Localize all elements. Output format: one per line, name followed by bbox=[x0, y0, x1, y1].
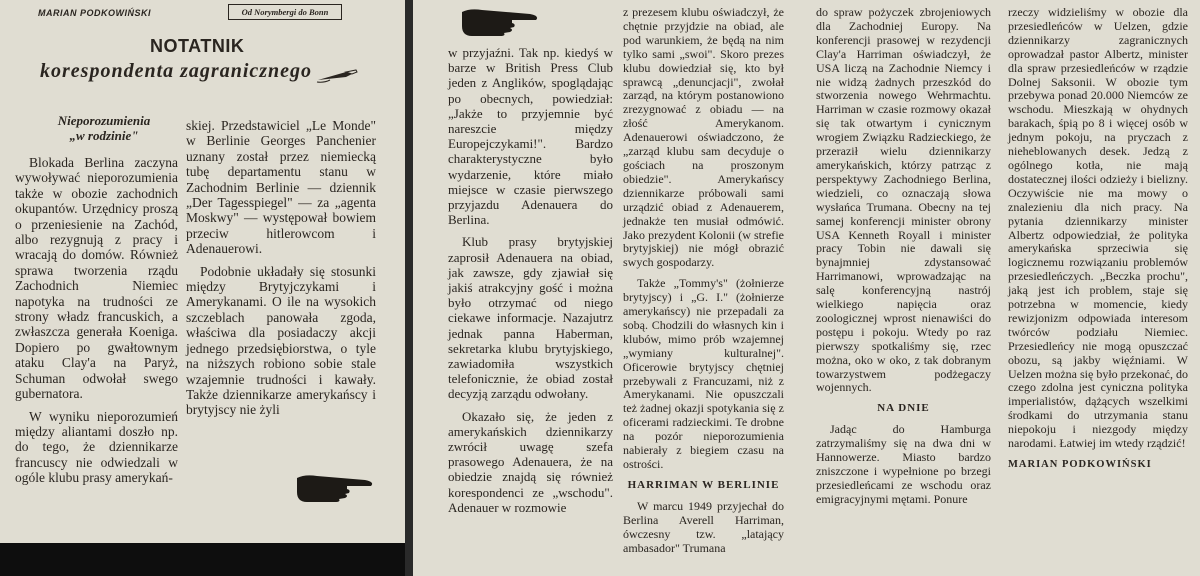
article-column-1 bbox=[15, 155, 178, 486]
paragraph: w przyjaźni. Tak np. kiedyś w barze w British Press Club jeden z Anglików, spoglądając po obecnych, powiedział: „Jakże to przyjemnie być nareszcie między Europejczykami!". Bardzo charakterystyczne było wydarzenie, które miało miejsce w czasie pierwszego przyjazdu Adenauera do Berlina. bbox=[448, 45, 613, 228]
paragraph: z prezesem klubu oświadczył, że chętnie przyjdzie na obiad, ale pod warunkiem, że będą na nim tylko sami „swoi". Skoro prezes klubu dowiedział się, kto był sprawcą „denuncjacji", zwołał zarząd, na którym postanowiono zrezygnować z obiadu — na złość Amerykanom. Adenauerowi oświadczono, że „zarząd klubu sam decyduje o gościach na proszonym obiedzie". Amerykańscy dziennikarze próbowali sami urządzić obiad z Adenauerem, jednakże ten musiał odmówić. Jako prezydent Kolonii (w strefie brytyjskiej) nie mógł obrazić swych gospodarzy. bbox=[623, 5, 784, 270]
paragraph: Okazało się, że jeden z amerykańskich dziennikarzy zwrócił uwagę szefa prasowego Adenauera, że na obiedzie znajdą się również korespondenci ze „wschodu". Adenauer w rozmowie bbox=[448, 408, 613, 515]
article-column-6 bbox=[1008, 6, 1188, 472]
pointing-hand-icon bbox=[295, 470, 377, 504]
author-signature: MARIAN PODKOWIŃSKI bbox=[1008, 459, 1152, 470]
paragraph: Klub prasy brytyjskiej zaprosił Adenauera na obiad, jak zawsze, gdy zjawiał się jakiś atrakcyjny gość i można było otrzymać od niego ciekawe informacje. Nazajutrz jednak panna Haberman, sekretarka klubu brytyjskiego, zawiadomiła wszystkich telefonicznie, że obiad został decyzją zarządu odwołany. bbox=[448, 234, 613, 402]
article-column-2 bbox=[186, 118, 376, 418]
paragraph: skiej. Przedstawiciel „Le Monde" w Berlinie Georges Panchenier uznany został przez niemiecką tubę departamentu stanu w Zachodnim Berlinie — dziennik „Der Tagesspiegel" — za „agenta Moskwy" — występował bowiem przeciw hitlerowcom i Adenauerowi. bbox=[186, 118, 376, 257]
paragraph: Podobnie układały się stosunki między Brytyjczykami i Amerykanami. O ile na wysokich szczeblach panowała zgoda, właściwa dla posiadaczy akcji jednego przedsiębiorstwa, o tyle na niższych robiono sobie stale wzajemnie trudności i kawały. Także dziennikarze amerykańscy i brytyjscy nie żyli bbox=[186, 263, 376, 418]
section-heading-line2: „w rodzinie" bbox=[69, 128, 139, 143]
page-gutter bbox=[405, 0, 413, 576]
fountain-pen-icon bbox=[316, 68, 358, 84]
scan-edge bbox=[0, 543, 405, 576]
author-byline: MARIAN PODKOWIŃSKI bbox=[38, 8, 151, 18]
column-title: NOTATNIK bbox=[150, 36, 245, 56]
section-heading-line1: Nieporozumienia bbox=[57, 113, 151, 128]
article-column-3 bbox=[448, 45, 613, 515]
paragraph: do spraw pożyczek zbrojeniowych dla Zachodniej Europy. Na konferencji prasowej w rezydencji Clay'a Harriman oświadczył, że USA liczą na Zachodnie Niemcy i nie widzą żadnych przeszkód do stworzenia nowego Wehrmachtu. Harriman w czasie rozmowy okazał się tak otwartym i cynicznym wrogiem Związku Radzieckiego, że przeraził wielu dziennikarzy amerykańskich, którzy patrząc z perspektywy Zachodniego Berlina, wiedzieli, co oznaczają słowa wysłańca Trumana. Obecny na tej samej konferencji minister obrony USA Kenneth Royall i minister pracy Tobin nie dawali się bynajmniej zdystansować Harrimanowi, wprowadzając na salę konferencyjną nastrój wielkiego napięcia oraz zoologicznej wprost nienawiści do postępu i pokoju. Wtedy po raz pierwszy spotkaliśmy się, rzec można, oko w oko, z tak dobranym towarzystwem podżegaczy wojennych. bbox=[816, 5, 991, 395]
section-heading-harriman: HARRIMAN W BERLINIE bbox=[627, 478, 780, 491]
paragraph: Jadąc do Hamburga zatrzymaliśmy się na dwa dni w Hannowerze. Miasto bardzo zniszczone i wypełnione po brzegi przesiedleńcami ze wschodu oraz emigracyjnymi mętami. Ponure bbox=[816, 422, 991, 506]
paragraph: Blokada Berlina zaczyna wywoływać nieporozumienia także w obozie zachodnich okupantów. Urzędnicy proszą o przeniesienie na Zachód, albo rezygnują z pracy i wracają do domów. Również sprawa tworzenia rządu Zachodnich Niemiec napotyka na trudności ze strony władz francuskich, a zwłaszcza generała Koeniga. Dopiero po gwałtownym ataku Clay'a na Paryż, Schuman odwołał swego gubernatora. bbox=[15, 155, 178, 402]
column-subtitle: korespondenta zagranicznego bbox=[40, 60, 313, 82]
article-column-4 bbox=[623, 6, 784, 555]
paragraph: W wyniku nieporozumień między aliantami doszło np. do tego, że dziennikarze francuscy nie odwiedzali w ogóle klubu prasy amerykań- bbox=[15, 408, 178, 486]
article-column-5 bbox=[816, 6, 991, 507]
section-heading-na-dnie: NA DNIE bbox=[877, 402, 930, 415]
pointing-hand-icon bbox=[460, 4, 542, 38]
paragraph: rzeczy widzieliśmy w obozie dla przesiedleńców w Uelzen, gdzie dziennikarzy zagranicznych oprowadzał pastor Albertz, minister dla spraw przesiedleńców w rządzie Dolnej Saksonii. W obozie tym przebywa ponad 20.000 Niemców ze wschodu. Mieszkają w ohydnych barakach, śpią po 8 i więcej osób w jednym pokoju, na pryczach z nieheblowanych desek. Jedzą z ogólnego kotła, nie mają dostatecznej ilości odzieży i bielizny. Oczywiście nie ma mowy o znalezieniu dla nich pracy. Na pytania dziennikarzy minister Albertz odpowiedział, że polityka amerykańska sprzeciwia się logicznemu rozwiązaniu problemów przesiedleńczych. „Beczka prochu", jaką jest ich problem, staje się potrzebna w momencie, kiedy rewizjonizm odpowiada interesom twórców podziału Niemiec. Przesiedleńcy nie mogą opuszczać obozu, są jakby więźniami. W Uelzen można się było przekonać, do czego zdolna jest cyniczna polityka imperialistów, dążących wszelkimi środkami do utrzymania stanu niepokoju i niezgody między narodami. Łatwiej im wtedy rządzić! bbox=[1008, 5, 1188, 451]
series-label-box: Od Norymbergi do Bonn bbox=[228, 4, 342, 20]
left-newspaper-page bbox=[0, 0, 405, 543]
paragraph: Także „Tommy's" (żołnierze brytyjscy) i „G. I." (żołnierze amerykańscy) nie przepadali za sobą. Chodzili do własnych kin i klubów, mimo prób wzajemnej „wymiany kulturalnej". Oficerowie brytyjscy chętniej przebywali z Francuzami, niż z Amerykanami. Nie opuszczali też żadnej okazji spotykania się z oficerami radzieckimi. Te drobne na pozór nieporozumienia nabierały z biegiem czasu na ostrości. bbox=[623, 276, 784, 471]
paragraph: W marcu 1949 przyjechał do Berlina Averell Harriman, ówczesny tzw. „latający ambasador" Trumana bbox=[623, 498, 784, 555]
section-heading bbox=[34, 113, 174, 143]
